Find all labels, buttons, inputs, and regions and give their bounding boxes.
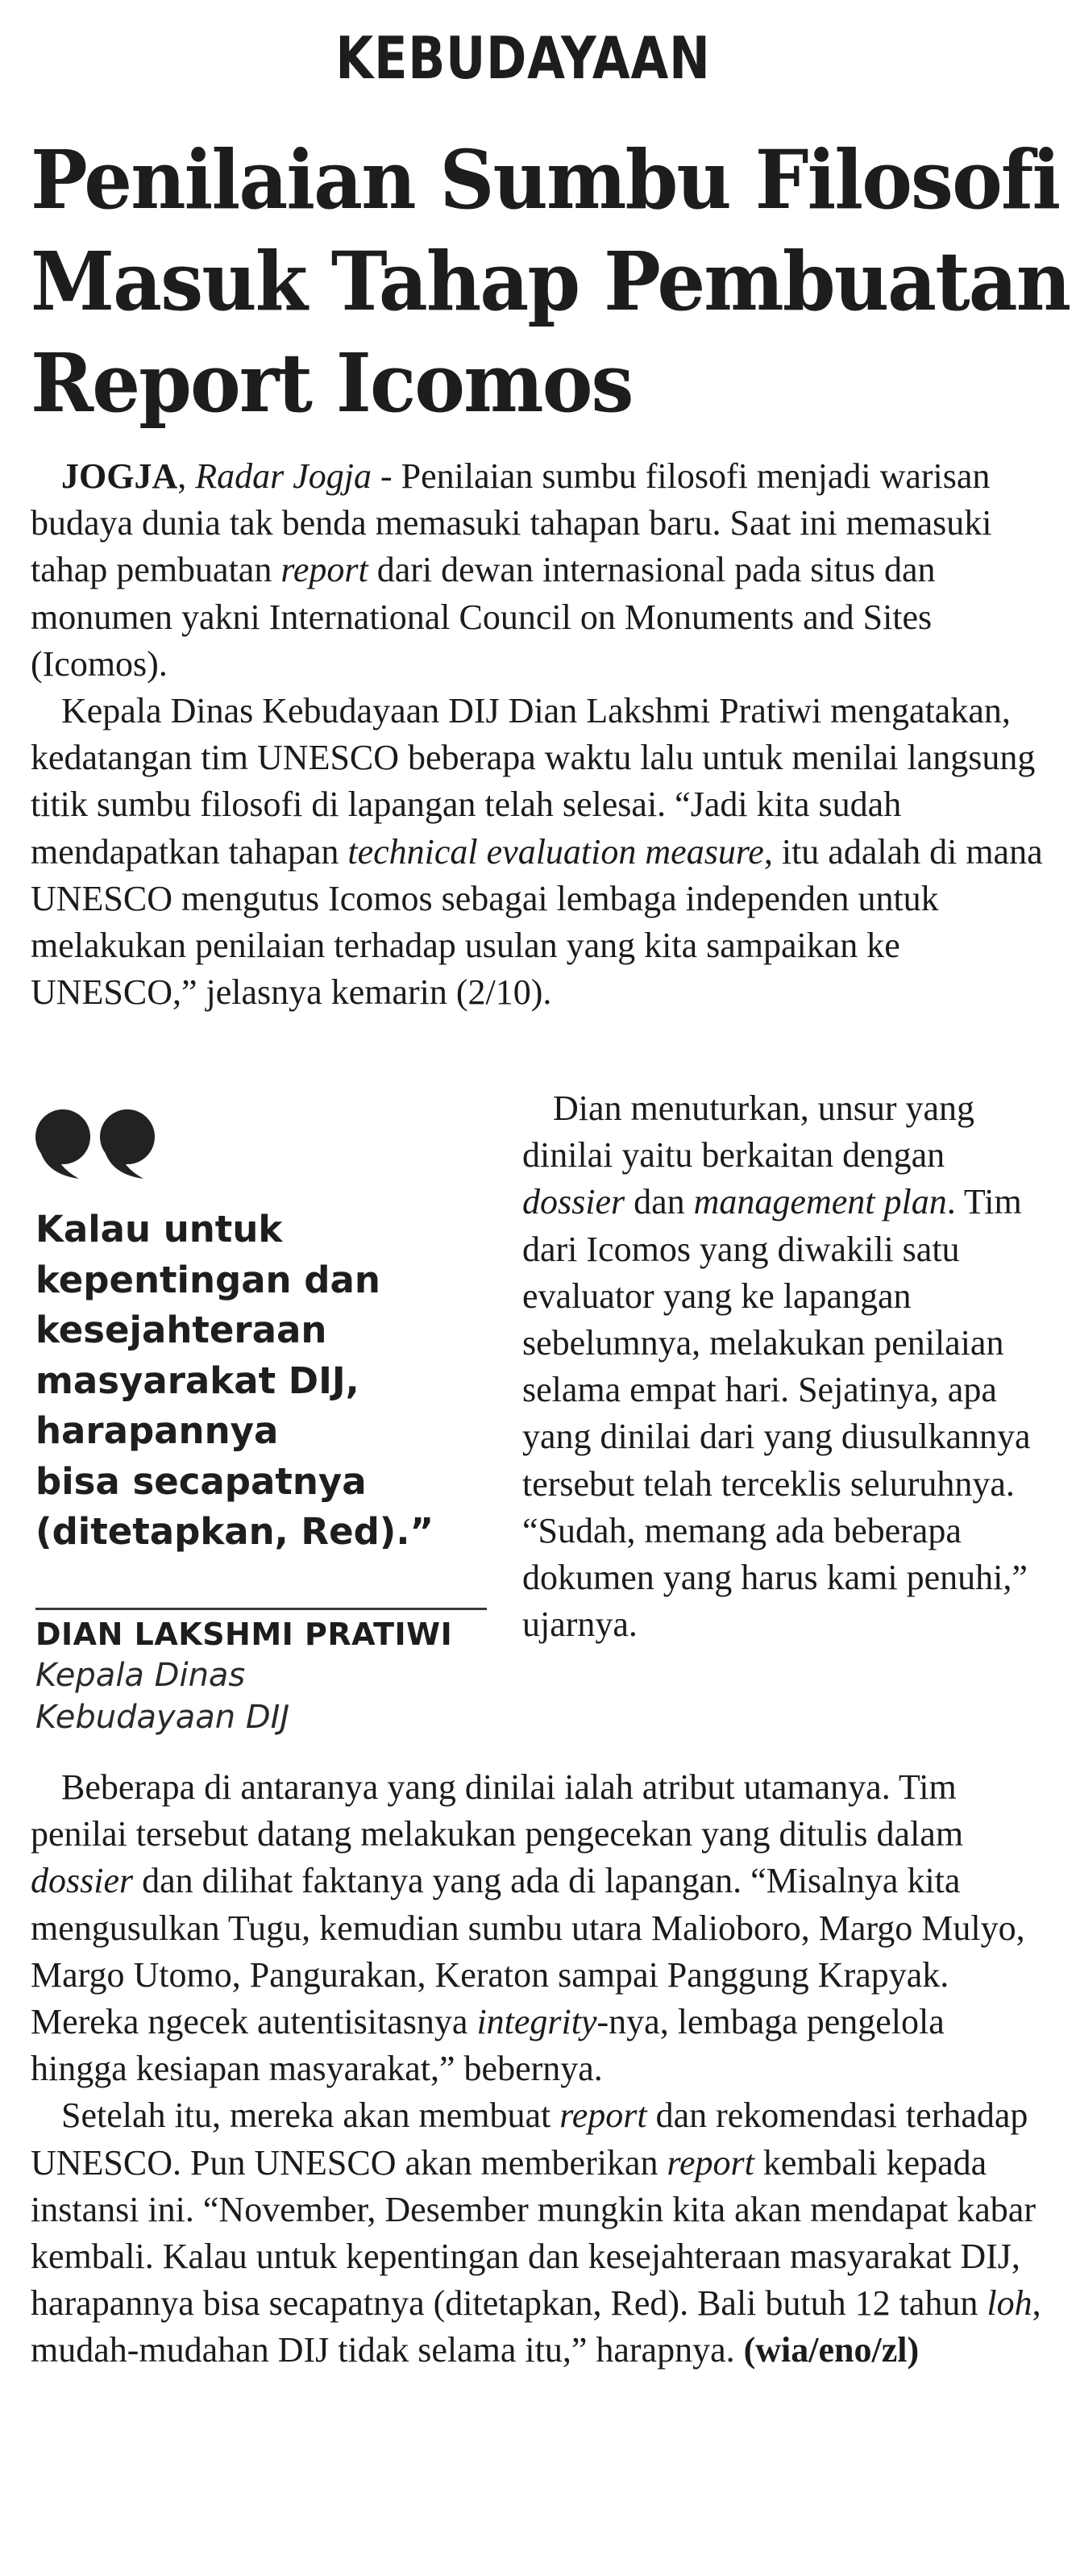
headline bbox=[31, 129, 1070, 434]
pull-quote-line: kepentingan dan bbox=[35, 1258, 380, 1301]
paragraph-1: JOGJA, Radar Jogja - Penilaian sumbu filosofi menjadi warisan budaya dunia tak benda memasuki tahapan baru. Saat ini memasuki tahap pembuatan report dari dewan internasional pada situs dan monumen yakni International Council on Monuments and Sites (Icomos). bbox=[31, 456, 992, 684]
dateline: JOGJA bbox=[61, 456, 178, 496]
paragraph-3: Dian menuturkan, unsur yang dinilai yaitu berkaitan dengan dossier dan management plan. Tim dari Icomos yang diwakili satu evaluator yang ke lapangan sebelumnya, melakukan penilaian selama empat hari. Sejatinya, apa yang dinilai dari yang diusulkannya tersebut telah terceklis seluruhnya. “Sudah, memang ada beberapa dokumen yang harus kami penuhi,” ujarnya. bbox=[522, 1088, 1031, 1645]
pull-quote-line: (ditetapkan, Red).” bbox=[35, 1510, 434, 1553]
source-name: Radar Jogja bbox=[195, 456, 372, 496]
article-intro bbox=[31, 453, 1046, 1016]
headline-line-3: Report Icomos bbox=[31, 335, 633, 431]
pull-quote-line: bisa secapatnya bbox=[35, 1459, 367, 1503]
pull-quote-divider bbox=[35, 1608, 487, 1610]
pull-quote-speaker: DIAN LAKSHMI PRATIWI bbox=[35, 1617, 453, 1652]
paragraph-2: Kepala Dinas Kebudayaan DIJ Dian Lakshmi Pratiwi mengatakan, kedatangan tim UNESCO beberapa waktu lalu untuk menilai langsung titik sumbu filosofi di lapangan telah selesai. “Jadi kita sudah mendapatkan tahapan technical evaluation measure, itu adalah di mana UNESCO mengutus Icomos sebagai lembaga independen untuk melakukan penilaian terhadap usulan yang kita sampaikan ke UNESCO,” jelasnya kemarin (2/10). bbox=[31, 691, 1043, 1013]
pull-quote bbox=[35, 1205, 503, 1558]
author-credit: (wia/eno/zl) bbox=[743, 2330, 920, 2370]
pull-quote-line: kesejahteraan bbox=[35, 1309, 327, 1351]
pull-quote-speaker-role: Kepala Dinas Kebudayaan DIJ bbox=[35, 1657, 290, 1736]
headline-line-2: Masuk Tahap Pembuatan bbox=[31, 234, 1070, 329]
article-right-column bbox=[522, 1085, 1043, 1648]
article-continuation bbox=[31, 1764, 1046, 2374]
pull-quote-line: Kalau untuk bbox=[35, 1208, 283, 1251]
paragraph-5: Setelah itu, mereka akan membuat report dan rekomendasi terhadap UNESCO. Pun UNESCO akan memberikan report kembali kepada instansi ini. “November, Desember mungkin kita akan mendapat kabar kembali. Kalau untuk kepentingan dan kesejahteraan masyarakat DIJ, harapannya bisa secapatnya (ditetapkan, Red). Bali butuh 12 tahun loh, mudah-mudahan DIJ tidak selama itu,” harapnya. (wia/eno/zl) bbox=[31, 2095, 1041, 2370]
pull-quote-line: harapannya bbox=[35, 1409, 279, 1452]
quote-marks-icon bbox=[32, 1103, 169, 1180]
paragraph-4: Beberapa di antaranya yang dinilai ialah atribut utamanya. Tim penilai tersebut datang melakukan pengecekan yang ditulis dalam dossier dan dilihat faktanya yang ada di lapangan. “Misalnya kita mengusulkan Tugu, kemudian sumbu utara Malioboro, Margo Mulyo, Margo Utomo, Pangurakan, Keraton sampai Panggung Krapyak. Mereka ngecek autentisitasnya integrity-nya, lembaga pengelola hingga kesiapan masyarakat,” bebernya. bbox=[31, 1767, 1025, 2089]
section-rubric: KEBUDAYAAN bbox=[335, 24, 711, 92]
headline-line-1: Penilaian Sumbu Filosofi bbox=[31, 132, 1060, 227]
pull-quote-line: masyarakat DIJ, bbox=[35, 1359, 359, 1402]
